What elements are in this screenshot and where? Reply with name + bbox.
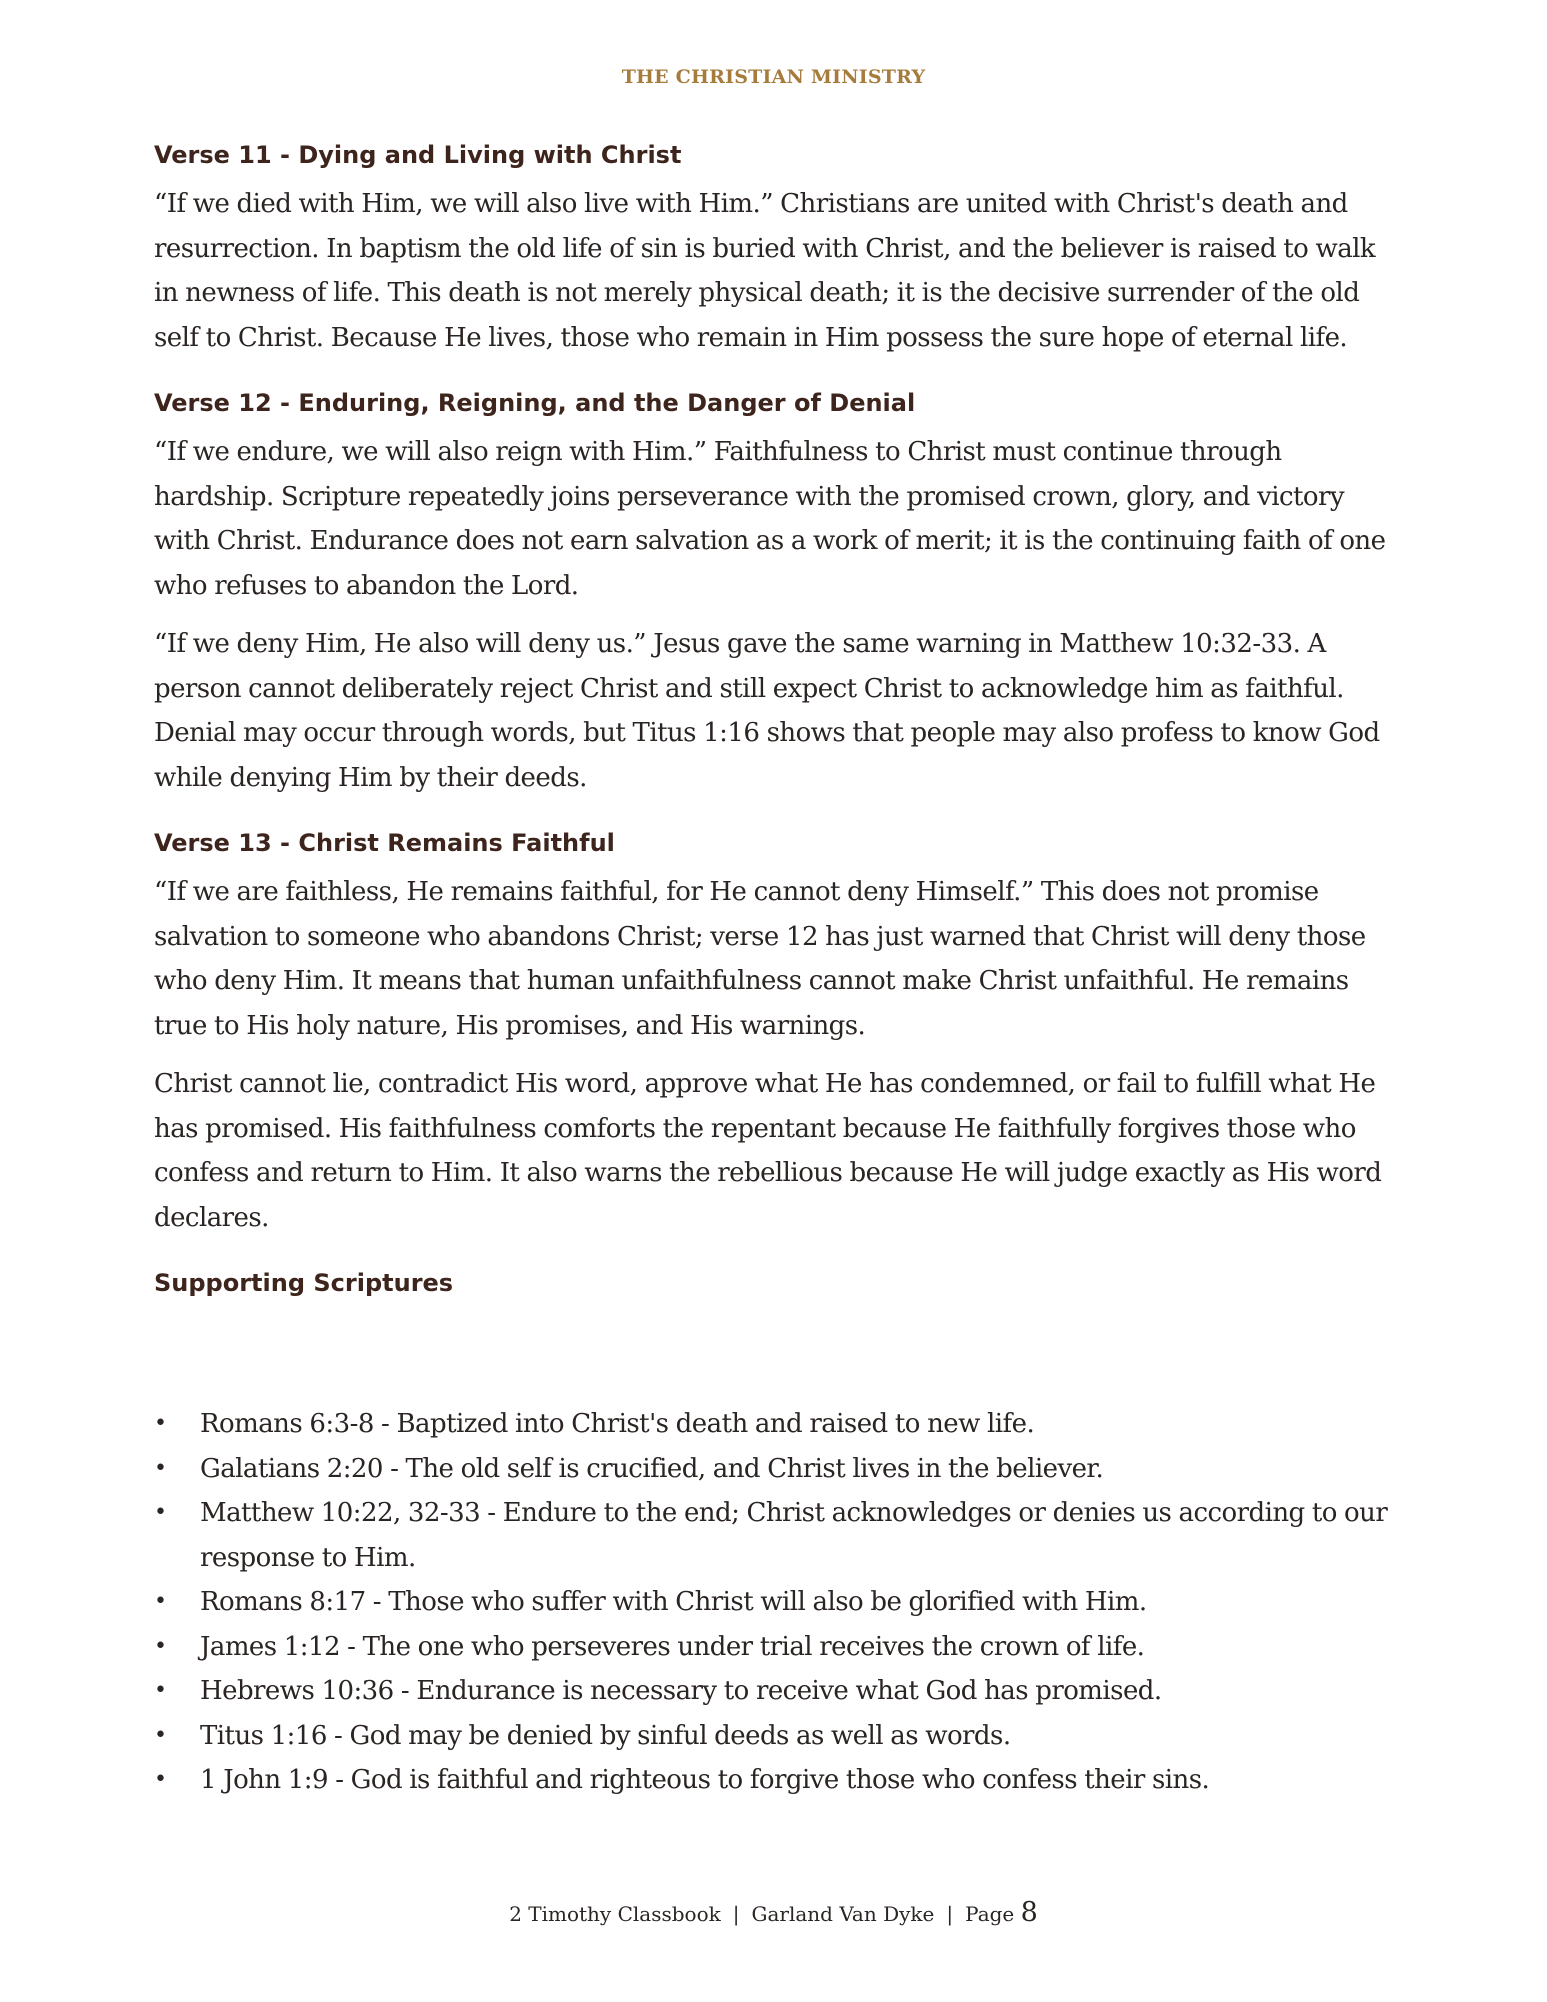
list-item [154, 1580, 1399, 1625]
paragraph: “If we are faithless, He remains faithful, for He cannot deny Himself.” This does not promise salvation to someone who abandons Christ; verse 12 has just warned that Christ will deny those who deny Him. It means that human unfaithfulness cannot make Christ unfaithful. He remains true to His holy nature, His promises, and His warnings. [154, 877, 1366, 1041]
paragraph: “If we deny Him, He also will deny us.” Jesus gave the same warning in Matthew 10:32-33. A person cannot deliberately reject Christ and still expect Christ to acknowledge him as faithful. Denial may occur through words, but Titus 1:16 shows that people may also profess to know God while denying Him by their deeds. [154, 629, 1380, 793]
section-heading: Verse 13 - Christ Remains Faithful [154, 829, 615, 857]
paragraph: “If we died with Him, we will also live with Him.” Christians are united with Christ's death and resurrection. In baptism the old life of sin is buried with Christ, and the believer is raised to walk in newness of life. This death is not merely physical death; it is the decisive surrender of the old self to Christ. Because He lives, those who remain in Him possess the sure hope of eternal life. [154, 189, 1376, 353]
list-item-text: James 1:12 - The one who perseveres under trial receives the crown of life. [200, 1631, 1145, 1662]
bullet-icon: • [154, 1500, 167, 1525]
bullet-icon: • [154, 1411, 167, 1436]
bullet-icon: • [154, 1767, 167, 1792]
list-item [154, 1669, 1399, 1714]
list-item [154, 1625, 1399, 1670]
bullet-icon: • [154, 1633, 167, 1659]
list-item [154, 1714, 1399, 1759]
footer-page-number: 8 [1020, 1897, 1038, 1928]
footer-book-title: 2 Timothy Classbook [509, 1902, 721, 1926]
section-heading: Supporting Scriptures [154, 1269, 454, 1297]
section-heading: Verse 11 - Dying and Living with Christ [154, 141, 682, 169]
running-header: THE CHRISTIAN MINISTRY [621, 66, 926, 88]
list-item-text: Hebrews 10:36 - Endurance is necessary to receive what God has promised. [200, 1676, 1162, 1706]
section-verse-11 [154, 138, 1399, 360]
footer-page-label: Page [965, 1902, 1015, 1926]
list-item [154, 1402, 1399, 1447]
paragraph: “If we endure, we will also reign with Him.” Faithfulness to Christ must continue through hardship. Scripture repeatedly joins perseverance with the promised crown, glory, and victory with Christ. Endurance does not earn salvation as a work of merit; it is the continuing faith of one who refuses to abandon the Lord. [154, 437, 1386, 601]
list-item-text: Romans 8:17 - Those who suffer with Christ will also be glorified with Him. [200, 1587, 1147, 1617]
bullet-icon: • [154, 1455, 167, 1481]
section-heading: Verse 12 - Enduring, Reigning, and the Danger of Denial [154, 389, 916, 417]
list-item-text: Galatians 2:20 - The old self is crucified, and Christ lives in the believer. [200, 1453, 1104, 1484]
list-item [154, 1491, 1399, 1580]
section-verse-13 [154, 826, 1399, 1240]
running-footer [0, 1897, 1547, 1928]
section-supporting-scriptures [154, 1266, 1399, 1803]
footer-author: Garland Van Dyke [751, 1902, 935, 1926]
list-item [154, 1758, 1399, 1803]
list-item-text: 1 John 1:9 - God is faithful and righteous to forgive those who confess their sins. [200, 1765, 1210, 1795]
scripture-list [154, 1402, 1399, 1803]
bullet-icon: • [154, 1678, 167, 1703]
list-item-text: Romans 6:3-8 - Baptized into Christ's death and raised to new life. [200, 1409, 1035, 1439]
bullet-icon: • [154, 1722, 167, 1748]
document-body [154, 138, 1399, 1803]
section-verse-12 [154, 386, 1399, 800]
paragraph: Christ cannot lie, contradict His word, approve what He has condemned, or fail to fulfill what He has promised. His faithfulness comforts the repentant because He faithfully forgives those who confess and return to Him. It also warns the rebellious because He will judge exactly as His word declares. [154, 1069, 1382, 1233]
footer-separator: | [732, 1902, 740, 1926]
footer-separator: | [946, 1902, 954, 1926]
list-item [154, 1447, 1399, 1492]
list-item-text: Matthew 10:22, 32-33 - Endure to the end; Christ acknowledges or denies us according to our response to Him. [200, 1498, 1388, 1573]
bullet-icon: • [154, 1589, 167, 1614]
list-item-text: Titus 1:16 - God may be denied by sinful deeds as well as words. [200, 1720, 1011, 1751]
